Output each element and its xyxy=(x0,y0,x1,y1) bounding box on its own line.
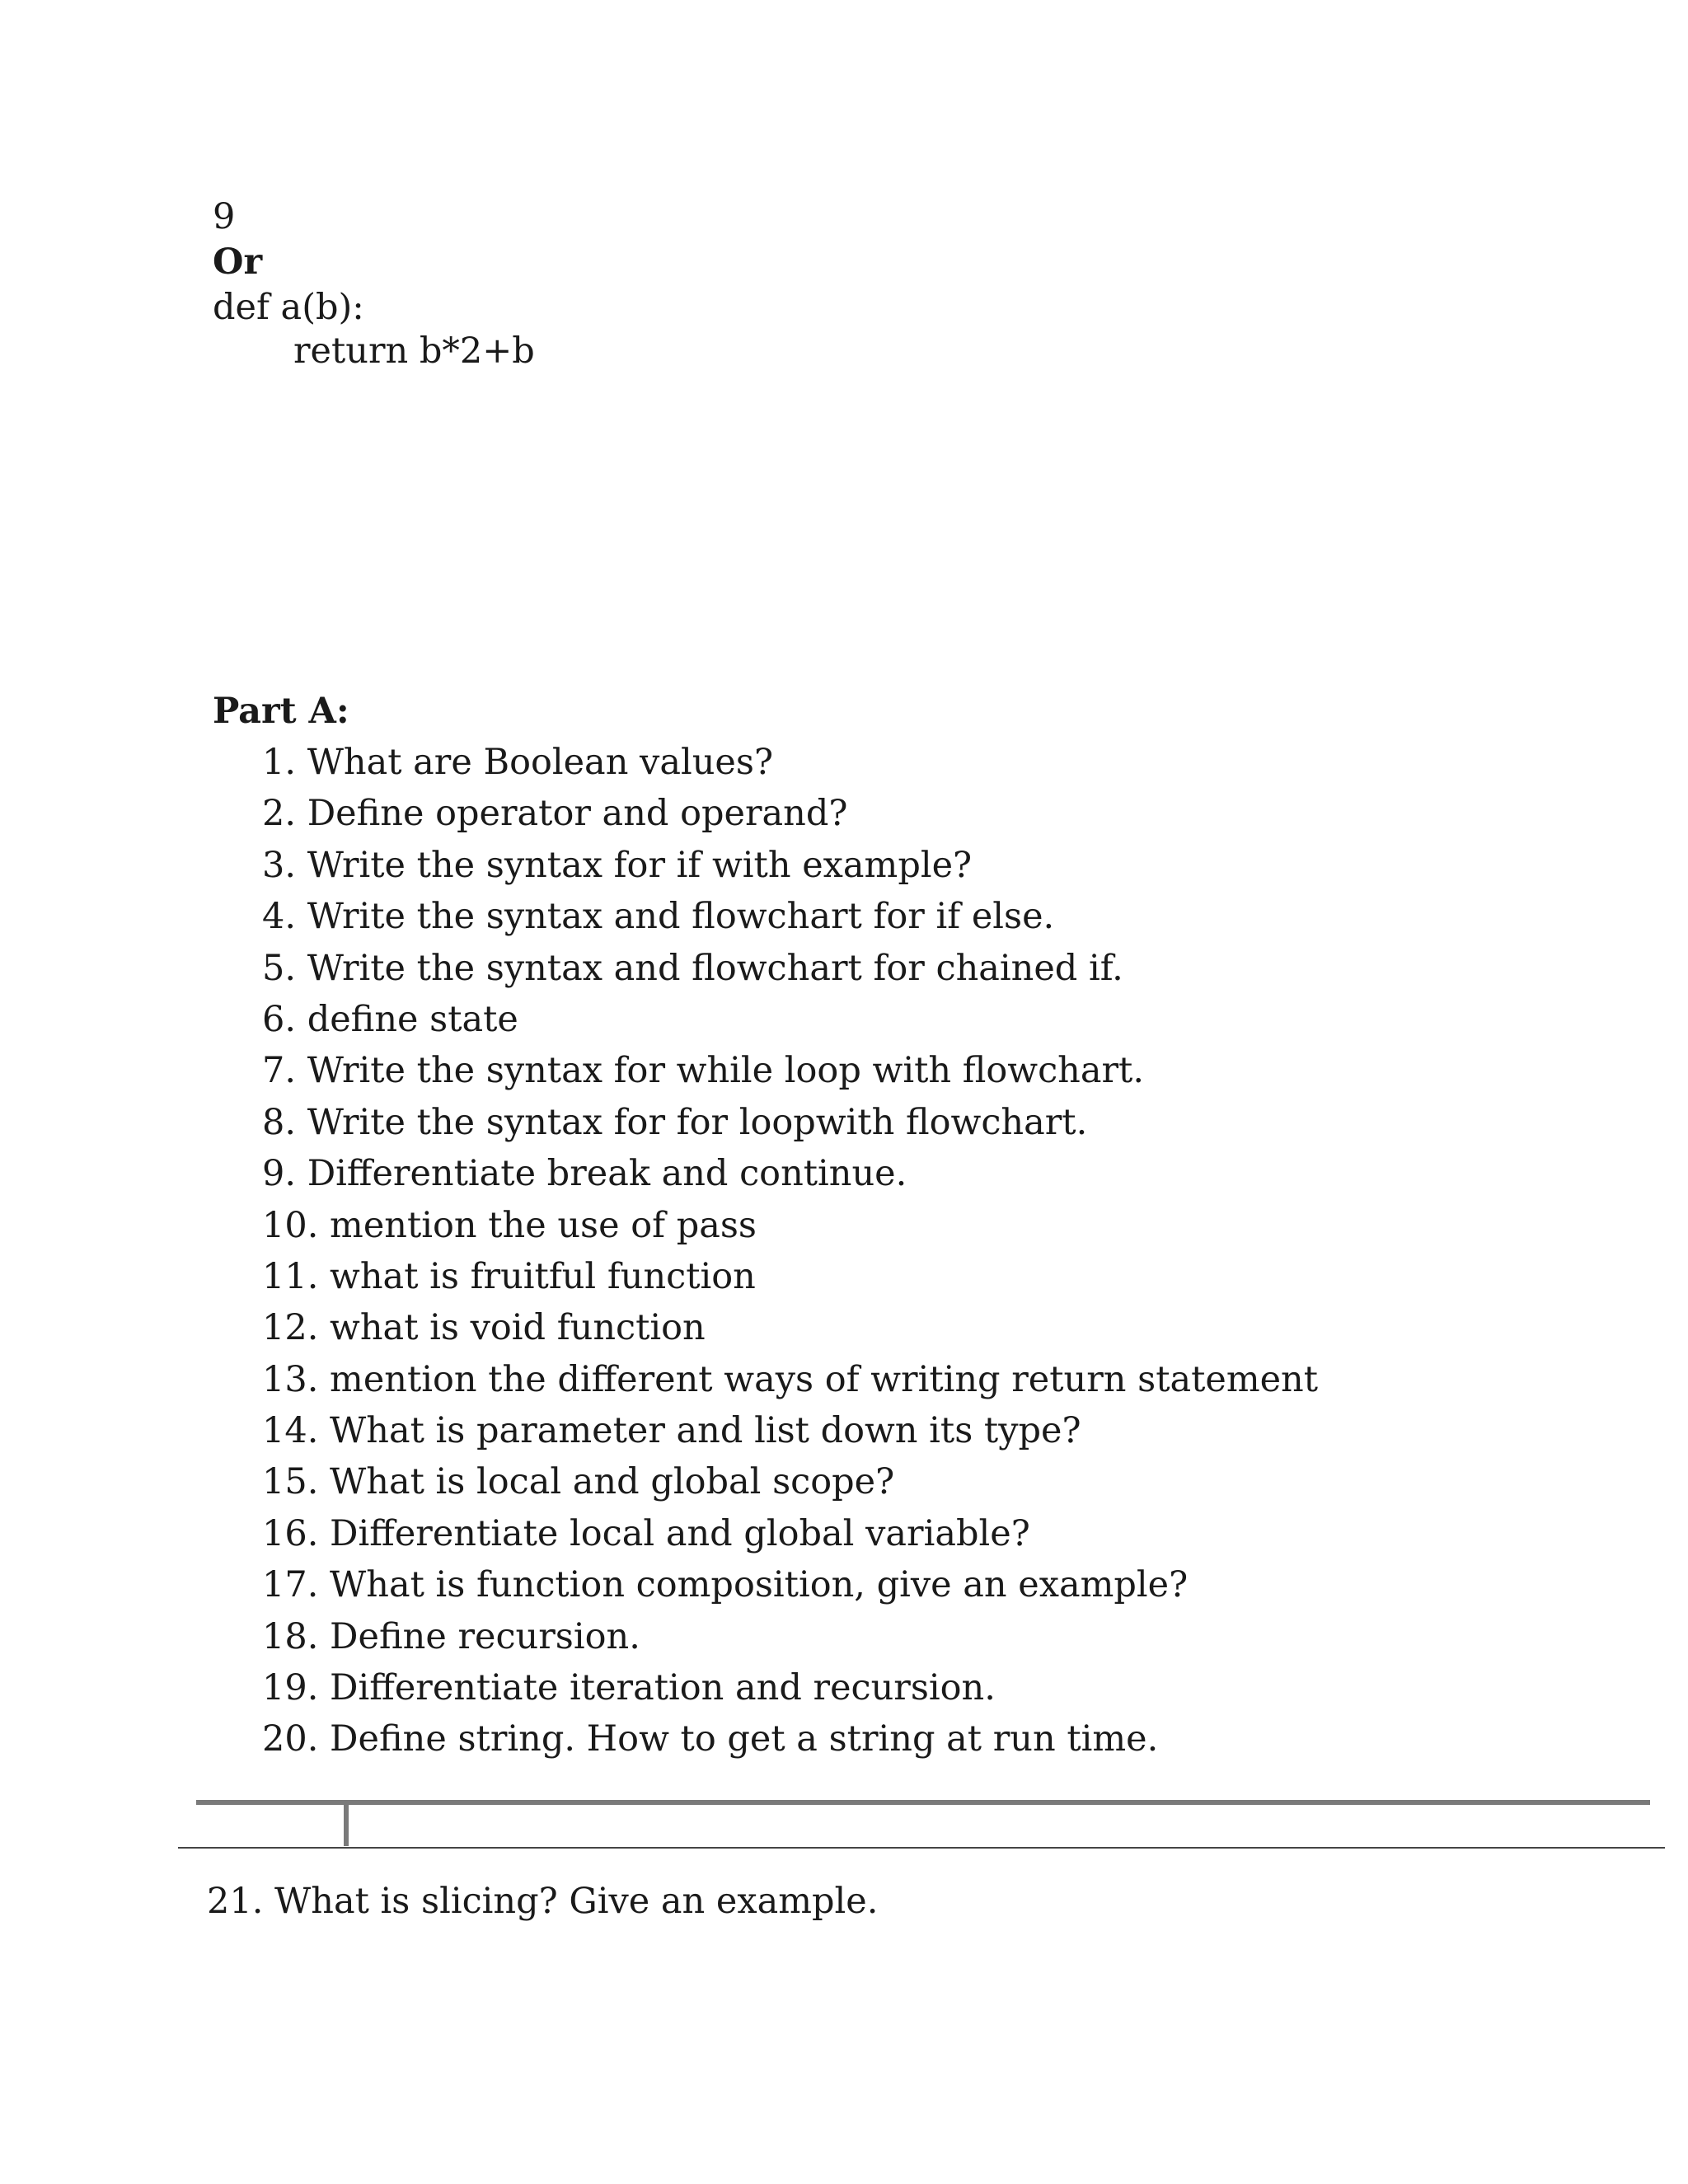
list-item: 2. Define operator and operand? xyxy=(262,793,848,835)
list-item: 1. What are Boolean values? xyxy=(262,742,773,783)
list-item: 16. Differentiate local and global variable? xyxy=(262,1512,1030,1554)
part-a-heading: Part A: xyxy=(213,691,349,732)
list-item: 19. Differentiate iteration and recursion. xyxy=(262,1667,996,1709)
list-item: 12. what is void function xyxy=(262,1307,706,1349)
list-item: 15. What is local and global scope? xyxy=(262,1461,895,1503)
list-item: 9. Differentiate break and continue. xyxy=(262,1153,907,1195)
table-column-divider xyxy=(344,1803,349,1846)
list-item: 6. define state xyxy=(262,998,518,1040)
list-item: 20. Define string. How to get a string at run time. xyxy=(262,1718,1159,1760)
list-item: 18. Define recursion. xyxy=(262,1615,640,1657)
list-item: 10. mention the use of pass xyxy=(262,1204,757,1246)
list-item: 13. mention the different ways of writing return statement xyxy=(262,1358,1319,1400)
list-item: 5. Write the syntax and flowchart for chained if. xyxy=(262,947,1123,989)
list-item: 7. Write the syntax for while loop with flowchart. xyxy=(262,1050,1145,1092)
code-line-return: return b*2+b xyxy=(293,330,535,372)
list-item: 4. Write the syntax and flowchart for if else. xyxy=(262,896,1055,938)
code-line-def: def a(b): xyxy=(213,287,364,328)
list-item: 11. what is fruitful function xyxy=(262,1255,756,1297)
table-bottom-border xyxy=(178,1847,1665,1849)
bottom-question: 21. What is slicing? Give an example. xyxy=(207,1881,879,1922)
list-item: 14. What is parameter and list down its type? xyxy=(262,1410,1081,1452)
list-item: 3. Write the syntax for if with example? xyxy=(262,844,973,886)
table-top-border xyxy=(196,1800,1650,1805)
question-number: 9 xyxy=(213,196,236,237)
question-list xyxy=(262,742,1319,1774)
list-item: 17. What is function composition, give an example? xyxy=(262,1564,1189,1606)
list-item: 8. Write the syntax for for loopwith flowchart. xyxy=(262,1101,1088,1143)
or-label: Or xyxy=(213,241,263,283)
